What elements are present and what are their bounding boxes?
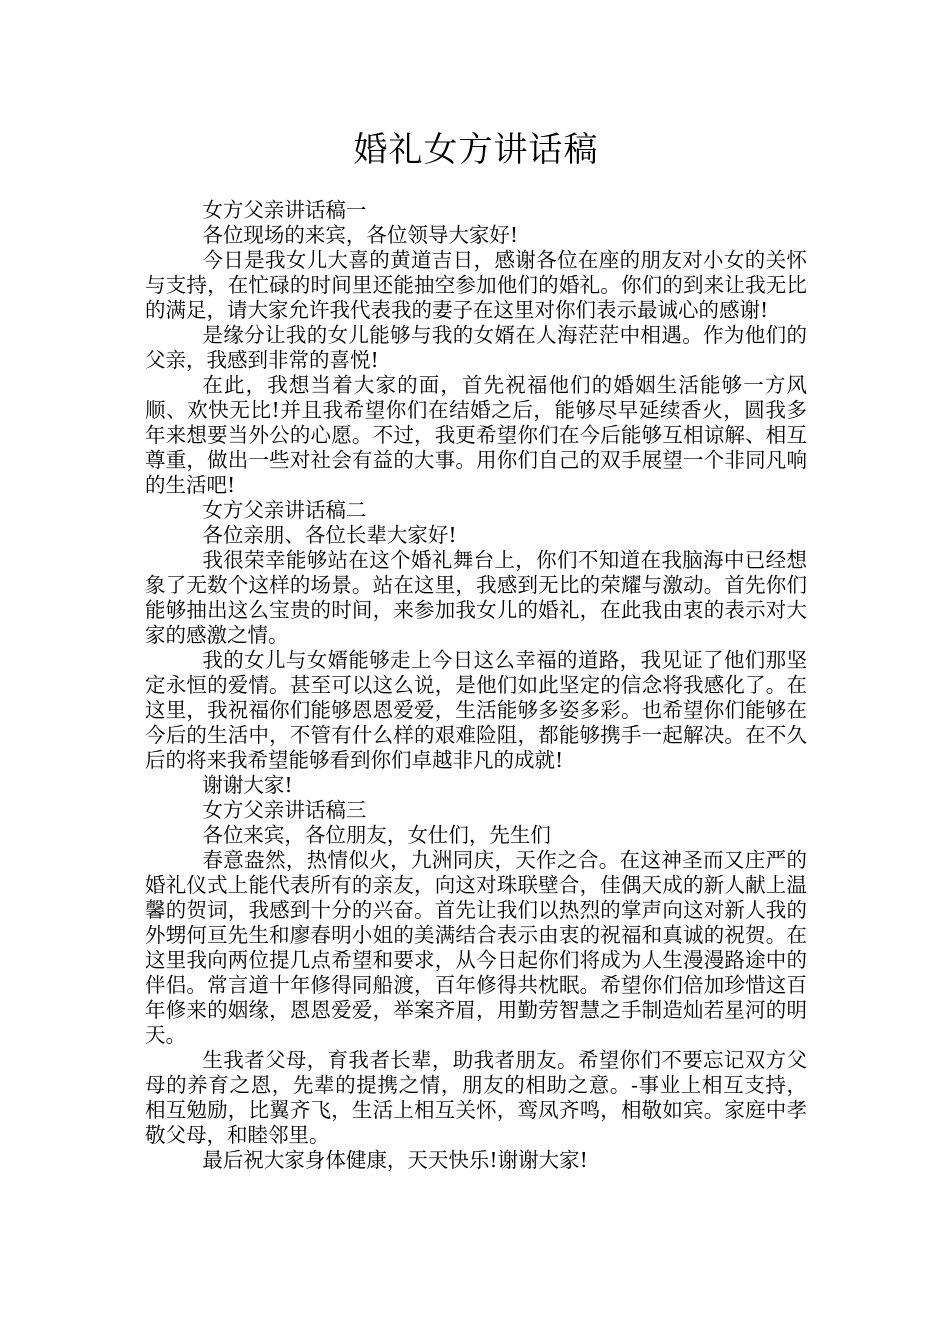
- body-paragraph: 是缘分让我的女儿能够与我的女婿在人海茫茫中相遇。作为他们的父亲，我感到非常的喜悦!: [145, 323, 807, 372]
- body-paragraph: 我的女儿与女婿能够走上今日这么幸福的道路，我见证了他们那坚定永恒的爱情。甚至可以这么说，是他们如此坚定的信念将我感化了。在这里，我祝福你们能够恩恩爱爱，生活能够多姿多彩。也希望你们能够在今后的生活中，不管有什么样的艰难险阻，都能够携手一起解决。在不久后的将来我希望能够看到你们卓越非凡的成就!: [145, 648, 807, 772]
- section-heading-2: 女方父亲讲话稿二: [202, 498, 367, 522]
- body-paragraph: 今日是我女儿大喜的黄道吉日，感谢各位在座的朋友对小女的关怀与支持，在忙碌的时间里还能抽空参加他们的婚礼。你们的到来让我无比的满足，请大家允许我代表我的妻子在这里对你们表示最诚心的感谢!: [145, 248, 807, 322]
- body-paragraph: 在此，我想当着大家的面，首先祝福他们的婚姻生活能够一方风顺、欢快无比!并且我希望你们在结婚之后，能够尽早延续香火，圆我多年来想要当外公的心愿。不过，我更希望你们在今后能够互相谅解、相互尊重，做出一些对社会有益的大事。用你们自己的双手展望一个非同凡响的生活吧!: [145, 373, 807, 497]
- body-paragraph: 我很荣幸能够站在这个婚礼舞台上，你们不知道在我脑海中已经想象了无数个这样的场景。站在这里，我感到无比的荣耀与激动。首先你们能够抽出这么宝贵的时间，来参加我女儿的婚礼，在此我由衷的表示对大家的感激之情。: [145, 548, 807, 647]
- document-page: [145, 128, 807, 1173]
- document-title: 婚礼女方讲话稿: [353, 130, 599, 170]
- closing-line: 最后祝大家身体健康，天天快乐!谢谢大家!: [202, 1148, 588, 1172]
- section-heading-3: 女方父亲讲话稿三: [202, 798, 367, 822]
- thanks-line: 谢谢大家!: [202, 773, 293, 797]
- body-paragraph: 生我者父母，育我者长辈，助我者朋友。希望你们不要忘记双方父母的养育之恩，先辈的提携之情，朋友的相助之意。-事业上相互支持，相互勉励，比翼齐飞，生活上相互关怀，鸾凤齐鸣，相敬如宾。家庭中孝敬父母，和睦邻里。: [145, 1048, 807, 1147]
- greeting-1: 各位现场的来宾，各位领导大家好!: [202, 223, 519, 247]
- document-body: [145, 198, 807, 1173]
- body-paragraph: 春意盎然，热情似火，九洲同庆，天作之合。在这神圣而又庄严的婚礼仪式上能代表所有的亲友，向这对珠联壁合，佳偶天成的新人献上温馨的贺词，我感到十分的兴奋。首先让我们以热烈的掌声向这对新人我的外甥何亘先生和廖春明小姐的美满结合表示由衷的祝福和真诚的祝贺。在这里我向两位提几点希望和要求，从今日起你们将成为人生漫漫路途中的伴侣。常言道十年修得同船渡，百年修得共枕眠。希望你们倍加珍惜这百年修来的姻缘，恩恩爱爱，举案齐眉，用勤劳智慧之手制造灿若星河的明天。: [145, 848, 807, 1047]
- greeting-2: 各位亲朋、各位长辈大家好!: [202, 523, 457, 547]
- section-heading-1: 女方父亲讲话稿一: [202, 198, 367, 222]
- greeting-3: 各位来宾，各位朋友，女仕们，先生们: [202, 823, 551, 847]
